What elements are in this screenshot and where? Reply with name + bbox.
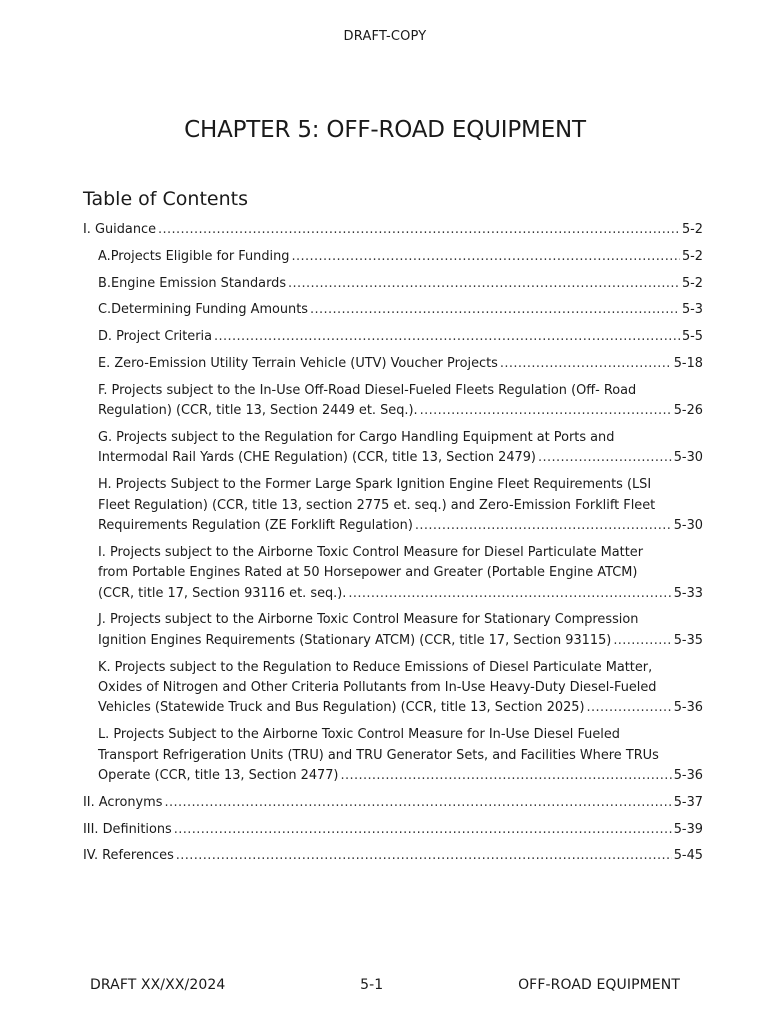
toc-entry-line: F. Projects subject to the In-Use Off-Road Diesel-Fueled Fleets Regulation (Off- Road: [98, 382, 637, 398]
footer-page-number: 5-1: [360, 977, 384, 993]
toc-entry-text: III. Definitions: [83, 821, 172, 837]
toc-page-number: 5-5: [681, 329, 703, 345]
toc-entry-references[interactable]: [83, 846, 703, 866]
dot-leader: [158, 220, 680, 240]
toc-page-number: 5-30: [673, 518, 703, 533]
toc-entry-line: Vehicles (Statewide Truck and Bus Regulation) (CCR, title 13, Section 2025): [98, 700, 585, 716]
toc-entry-line: Operate (CCR, title 13, Section 2477): [98, 768, 339, 784]
toc-entry-guidance[interactable]: [83, 220, 703, 240]
toc-entry-line: G. Projects subject to the Regulation for Cargo Handling Equipment at Ports and: [98, 429, 615, 445]
toc-entry-text: D. Project Criteria: [98, 329, 212, 345]
toc-entry-d[interactable]: [98, 327, 703, 347]
toc-entry-line: from Portable Engines Rated at 50 Horsepower and Greater (Portable Engine ATCM): [98, 565, 638, 581]
toc-entry-letter: B.: [98, 275, 111, 291]
toc-entry-line: H. Projects Subject to the Former Large Spark Ignition Engine Fleet Requirements (LSI: [98, 477, 652, 493]
dot-leader: [288, 274, 680, 294]
dot-leader: [348, 584, 671, 604]
dot-leader: [538, 448, 672, 468]
toc-page-number: 5-35: [673, 632, 703, 648]
toc-entry-k[interactable]: [98, 658, 703, 719]
toc-page-number: 5-26: [673, 403, 703, 419]
toc-entry-c[interactable]: [98, 300, 703, 320]
toc-entry-i[interactable]: [98, 543, 703, 604]
draft-copy-label: DRAFT-COPY: [343, 29, 427, 44]
toc-page-number: 5-3: [681, 302, 703, 318]
toc-entry-text: E. Zero-Emission Utility Terrain Vehicle (UTV) Voucher Projects: [98, 355, 498, 371]
toc-entry-line: I. Projects subject to the Airborne Toxic Control Measure for Diesel Particulate Matter: [98, 544, 644, 560]
toc-entry-e[interactable]: [98, 354, 703, 374]
toc-entry-l[interactable]: [98, 725, 703, 786]
toc-entry-line: Transport Refrigeration Units (TRU) and TRU Generator Sets, and Facilities Where TRUs: [98, 747, 659, 763]
toc-entry-text: IV. References: [83, 848, 174, 864]
toc-page-number: 5-37: [673, 794, 703, 810]
page-footer: [90, 977, 680, 993]
dot-leader: [214, 327, 680, 347]
footer-draft-date: DRAFT XX/XX/2024: [90, 977, 226, 993]
dot-leader: [291, 247, 679, 267]
toc-entry-line: L. Projects Subject to the Airborne Toxic Control Measure for In-Use Diesel Fueled: [98, 727, 620, 743]
dot-leader: [310, 300, 680, 320]
footer-section-title: OFF-ROAD EQUIPMENT: [518, 977, 680, 993]
toc-entry-definitions[interactable]: [83, 820, 703, 840]
toc-entry-line: Ignition Engines Requirements (Stationary ATCM) (CCR, title 17, Section 93115): [98, 632, 612, 648]
toc-entry-letter: C.: [98, 302, 112, 318]
dot-leader: [340, 766, 671, 786]
toc-entry-letter: A.: [98, 248, 111, 264]
toc-entry-g[interactable]: [98, 428, 703, 469]
toc-page-number: 5-39: [673, 821, 703, 837]
toc-entry-h[interactable]: [98, 475, 703, 536]
toc-entry-acronyms[interactable]: [83, 793, 703, 813]
toc-page-number: 5-45: [673, 848, 703, 864]
toc-entry-line: Requirements Regulation (ZE Forklift Regulation): [98, 518, 413, 533]
toc-entry-a[interactable]: [98, 247, 703, 267]
toc-entry-text: Engine Emission Standards: [110, 275, 287, 291]
dot-leader: [420, 401, 672, 421]
dot-leader: [174, 820, 672, 840]
dot-leader: [587, 698, 672, 718]
dot-leader: [500, 354, 672, 374]
dot-leader: [613, 631, 671, 651]
toc-entry-f[interactable]: [98, 381, 703, 422]
toc-entry-text: Determining Funding Amounts: [111, 302, 308, 318]
toc-page-number: 5-2: [681, 248, 703, 264]
toc-heading: Table of Contents: [83, 188, 248, 210]
toc-entry-text: II. Acronyms: [83, 794, 163, 810]
toc-page-number: 5-2: [681, 222, 703, 237]
toc-entry-line: Regulation) (CCR, title 13, Section 2449 et. Seq.).: [98, 403, 418, 419]
dot-leader: [176, 846, 672, 866]
toc-page-number: 5-36: [673, 768, 703, 784]
chapter-title: CHAPTER 5: OFF-ROAD EQUIPMENT: [184, 117, 586, 143]
toc-entry-line: Intermodal Rail Yards (CHE Regulation) (CCR, title 13, Section 2479): [98, 450, 536, 466]
dot-leader: [164, 793, 671, 813]
toc-entry-j[interactable]: [98, 610, 703, 651]
toc-entry-b[interactable]: [98, 274, 703, 294]
toc-page-number: 5-2: [681, 275, 703, 291]
dot-leader: [415, 516, 672, 536]
toc-page-number: 5-18: [673, 355, 703, 371]
toc-entry-text: I. Guidance: [83, 222, 157, 237]
toc-entry-line: Fleet Regulation) (CCR, title 13, section 2775 et. seq.) and Zero-Emission Forklift Fleet: [98, 497, 656, 513]
toc-page-number: 5-33: [673, 585, 703, 601]
toc-entry-line: K. Projects subject to the Regulation to Reduce Emissions of Diesel Particulate Matter,: [98, 659, 653, 675]
toc-entry-text: Projects Eligible for Funding: [110, 248, 290, 264]
toc-entry-line: Oxides of Nitrogen and Other Criteria Pollutants from In-Use Heavy-Duty Diesel-Fueled: [98, 680, 657, 696]
toc-entry-line: (CCR, title 17, Section 93116 et. seq.).: [98, 585, 347, 601]
toc-entry-line: J. Projects subject to the Airborne Toxic Control Measure for Stationary Compression: [98, 612, 639, 628]
table-of-contents: [83, 220, 703, 867]
toc-page-number: 5-30: [673, 450, 703, 466]
toc-page-number: 5-36: [673, 700, 703, 716]
